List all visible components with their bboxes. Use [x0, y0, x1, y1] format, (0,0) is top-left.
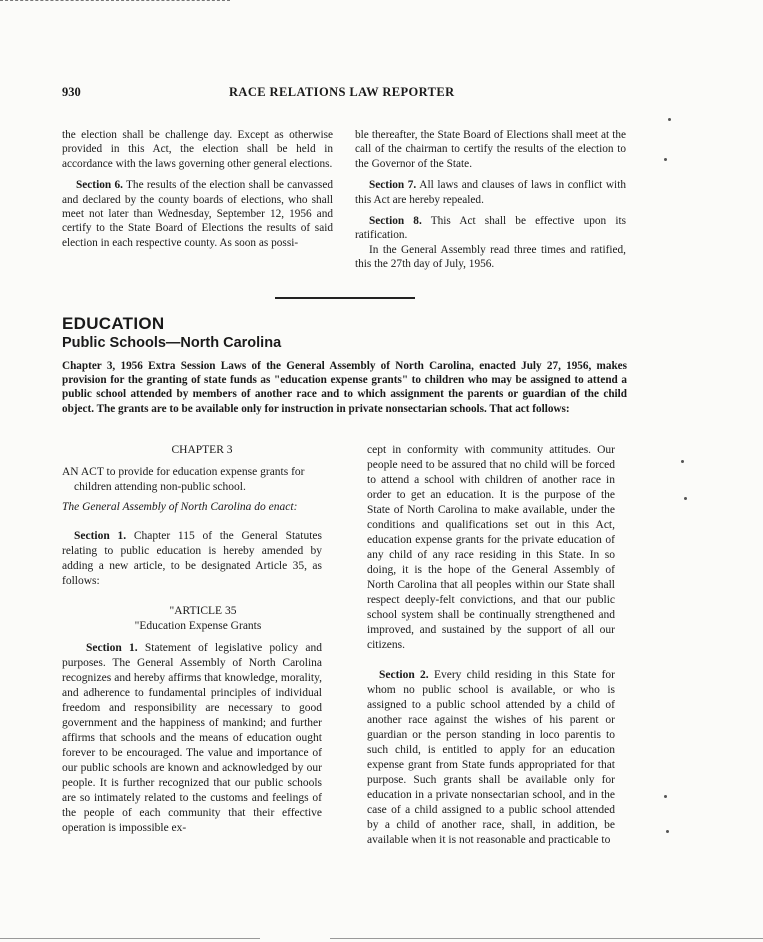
paragraph-section-8	[355, 214, 626, 243]
paragraph: cept in conformity with community attitudes. Our people need to be assured that no child will be forced to attend a school with children of another race in order to get an education. It is the purpose of the State of North Carolina to make available, under the conditions and qualifications set out in this Act, education expense grants for the private education of any child of any race residing in this State. In so doing, it is the hope of the General Assembly of North Carolina that all peoples within our State shall respect deeply-felt convictions, and that our public school system shall be continually strengthened and improved, and sustained by the support of all our citizens.	[367, 444, 615, 651]
section-label: Section 7.	[369, 179, 417, 192]
article-heading: "ARTICLE 35	[169, 605, 237, 617]
paragraph: ble thereafter, the State Board of Elections shall meet at the call of the chairman to certify the results of the election to the Governor of the State.	[355, 129, 626, 170]
section-subheading: Public Schools—North Carolina	[62, 335, 282, 351]
section-text: This Act shall be effective upon its ratification.	[355, 215, 626, 242]
section-label: Section 1.	[74, 530, 127, 542]
paragraph-section-2	[367, 668, 615, 848]
top-left-column	[62, 128, 333, 257]
bottom-right-column	[367, 443, 615, 848]
section-label: Section 2.	[379, 669, 429, 681]
paragraph-section-6	[62, 178, 333, 250]
scan-edge-line	[330, 938, 763, 939]
enacting-clause: The General Assembly of North Carolina do enact:	[62, 501, 298, 513]
paragraph-section-1	[62, 529, 322, 589]
bottom-left-column	[62, 443, 322, 836]
section-heading: EDUCATION	[62, 314, 165, 333]
paragraph-ratified: In the General Assembly read three times and ratified, this the 27th day of July, 1956.	[355, 243, 626, 271]
paragraph-article-section-1	[62, 641, 322, 836]
section-summary: Chapter 3, 1956 Extra Session Laws of the General Assembly of North Carolina, enacted July 27, 1956, makes provision for the granting of state funds as "education expense grants" to children who may be assigned to attend a public school attended by members of another race and to which assignment the parents or guardian of the child object. The grants are to be available only for instruction in private nonsectarian schools. That act follows:	[62, 360, 627, 415]
running-header: RACE RELATIONS LAW REPORTER	[229, 85, 455, 99]
scan-speck	[684, 497, 687, 500]
article-subheading: "Education Expense Grants	[134, 620, 262, 632]
section-text: Every child residing in this State for whom no public school is available, or who is assigned to a public school attended by a child of another race against the wishes of his parent or guardian or the person standing in loco parentis to such child, is entitled to apply for an education expense grant from State funds appropriated for that purpose. Such grants shall be available only for education in a private nonsectarian school, and in the case of a child assigned to a public school attended by a child of another race, shall, in addition, be available when it is not reasonable and practicable to	[367, 669, 615, 846]
chapter-heading: CHAPTER 3	[171, 444, 233, 456]
section-text: All laws and clauses of laws in conflict with this Act are hereby repealed.	[355, 179, 626, 206]
paragraph: the election shall be challenge day. Except as otherwise provided in this Act, the election shall be held in accordance with the laws governing other general elections.	[62, 129, 333, 170]
section-text: Chapter 115 of the General Statutes relating to public education is hereby amended by adding a new article, to be designated Article 35, as follows:	[62, 530, 322, 587]
scan-speck	[666, 830, 669, 833]
page-number: 930	[62, 85, 81, 99]
section-label: Section 8.	[369, 215, 422, 228]
section-divider	[275, 297, 415, 299]
scan-speck	[664, 795, 667, 798]
scan-speck	[668, 118, 671, 121]
scan-edge-dashes	[0, 0, 230, 1]
scan-speck	[681, 460, 684, 463]
section-text: The results of the election shall be canvassed and declared by the county boards of elections, who shall meet not later than Wednesday, September 12, 1956 and certify to the State Board of Elections the results of said election in each respective county. As soon as possi-	[62, 179, 333, 249]
section-text: Statement of legislative policy and purposes. The General Assembly of North Carolina recognizes and hereby affirms that knowledge, morality, and adherence to fundamental principles of individual freedom and responsibility are necessary to good government and the happiness of mankind; and further affirms that schools and the means of education ought forever to be encouraged. The value and importance of our public schools are known and acknowledged by our people. It is further recognized that our public schools are so intimately related to the customs and feelings of the people of each community that their effective operation is impossible ex-	[62, 642, 322, 834]
scan-edge-line	[0, 938, 260, 939]
paragraph-section-7	[355, 178, 626, 207]
scan-speck	[664, 158, 667, 161]
section-label: Section 1.	[86, 642, 138, 654]
section-label: Section 6.	[76, 179, 123, 192]
act-title: AN ACT to provide for education expense grants for children attending non-public school.	[62, 466, 305, 493]
top-right-column	[355, 128, 626, 279]
